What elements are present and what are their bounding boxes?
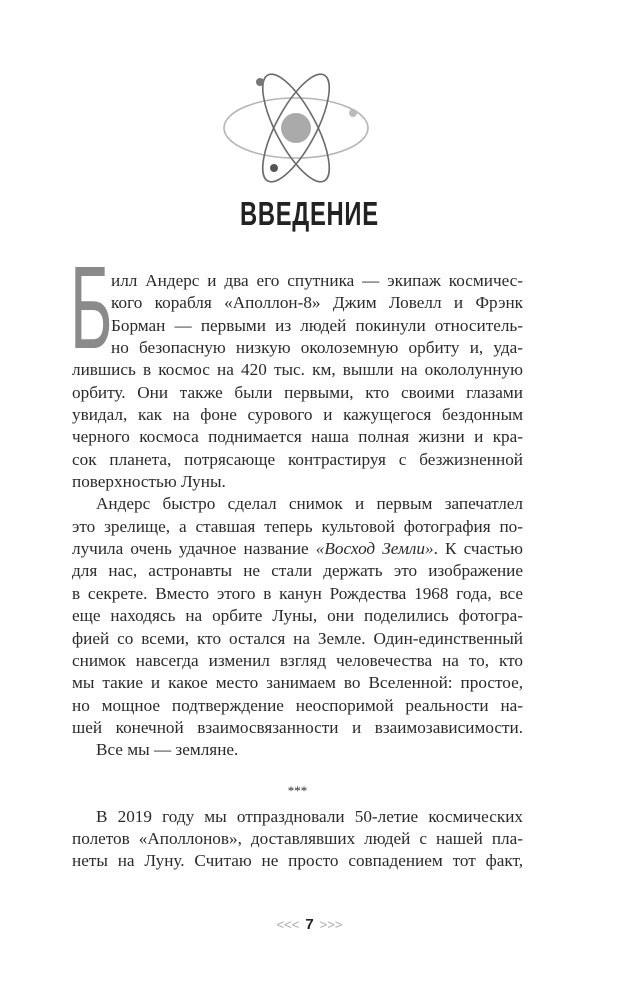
text-line: кого корабля «Аполлон-8» Джим Ловелл и Фрэнк bbox=[111, 293, 523, 313]
text-line bbox=[72, 538, 523, 560]
text-line: илл Андерс и два его спутника — экипаж космичес- bbox=[111, 271, 523, 290]
page-deco-right: >>> bbox=[319, 917, 343, 932]
text-line: полетов «Аполлонов», доставлявших людей с нашей пла- bbox=[72, 828, 523, 848]
text-line: мы такие и какое место занимаем во Вселенной: простое, bbox=[72, 673, 523, 693]
photo-title: «Восход Земли» bbox=[315, 539, 434, 559]
text-line: Андерс быстро сделал снимок и первым запечатлел bbox=[96, 494, 523, 514]
text-segment: лучила очень удачное название bbox=[72, 539, 316, 559]
text-line: увидал, как на фоне сурового и кажущегося бездонным bbox=[72, 405, 523, 425]
text-line: неты на Луну. Считаю не просто совпадением тот факт, bbox=[72, 851, 523, 871]
text-line: Все мы — земляне. bbox=[96, 740, 239, 760]
page-number-value: 7 bbox=[305, 916, 314, 933]
text-line: шей конечной взаимосвязанности и взаимозависимости. bbox=[72, 717, 523, 737]
text-line: черного космоса поднимается наша полная жизни и кра- bbox=[72, 427, 523, 447]
text-line: снимок навсегда изменил взгляд человечества на то, кто bbox=[72, 650, 523, 670]
body-text bbox=[72, 270, 523, 873]
atom-icon bbox=[210, 70, 390, 190]
text-line: сок планета, потрясающе контрастируя с безжизненной bbox=[72, 449, 523, 469]
text-line: поверхностью Луны. bbox=[72, 472, 226, 492]
text-line: фией со всеми, кто остался на Земле. Один-единственный bbox=[72, 628, 523, 648]
text-line: это зрелище, а ставшая теперь культовой фотография по- bbox=[72, 516, 523, 536]
text-line: лившись в космос на 420 тыс. км, вышли на окололунную bbox=[72, 360, 523, 380]
text-line: еще находясь на орбите Луны, они поделились фотогра- bbox=[72, 606, 523, 626]
text-line: но мощное подтверждение неоспоримой реальности на- bbox=[72, 695, 523, 715]
text-line: в секрете. Вместо этого в канун Рождества 1968 года, все bbox=[72, 583, 523, 603]
text-segment: . К счастью bbox=[433, 539, 523, 559]
chapter-title bbox=[0, 195, 619, 233]
text-line: Борман — первыми из людей покинули относитель- bbox=[111, 315, 523, 335]
text-line: орбиту. Они также были первыми, кто своими глазами bbox=[72, 382, 523, 402]
drop-cap: Б bbox=[70, 242, 113, 374]
chapter-title-text: ВВЕДЕНИЕ bbox=[240, 195, 379, 232]
page-deco-left: <<< bbox=[276, 917, 300, 932]
page-number bbox=[0, 916, 619, 933]
text-line: для нас, астронавты не стали держать это изображение bbox=[72, 561, 523, 581]
text-line: но безопасную низкую околоземную орбиту и, уда- bbox=[111, 338, 523, 358]
section-separator: *** bbox=[287, 782, 308, 798]
text-line: В 2019 году мы отпраздновали 50-летие космических bbox=[96, 806, 523, 826]
